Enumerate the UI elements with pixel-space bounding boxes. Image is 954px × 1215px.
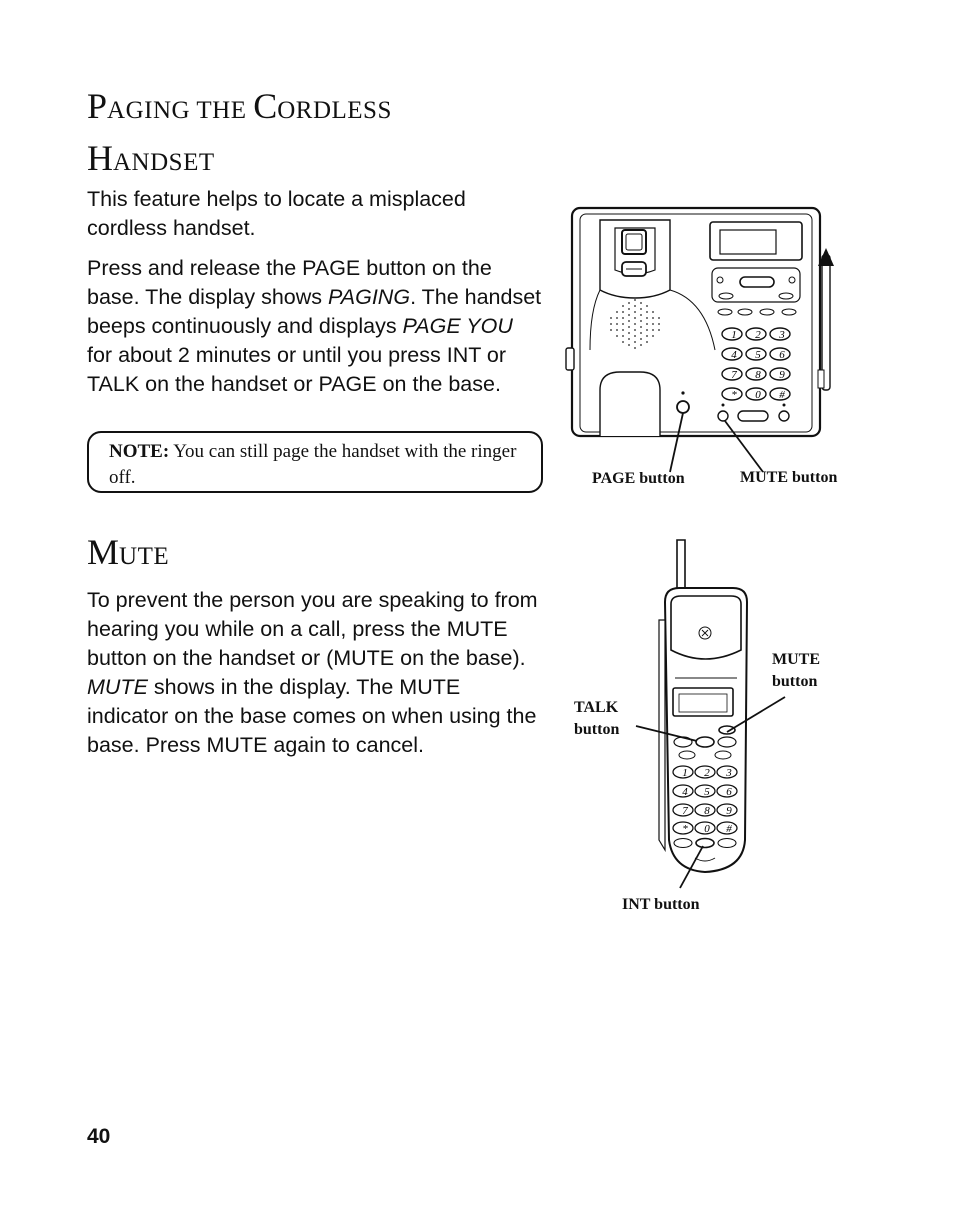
base-key-label: # xyxy=(779,389,785,401)
note-body: You can still page the handset with the ringer off. xyxy=(109,441,517,488)
text-run: Press and release the PAGE button on the base. The display shows xyxy=(87,256,492,309)
display-text-mute: MUTE xyxy=(87,675,148,699)
handset-key-label: 6 xyxy=(726,786,732,798)
callout-line-int xyxy=(680,846,703,888)
callout-base-mute: MUTE button xyxy=(740,469,838,486)
handset-key-label: 8 xyxy=(704,805,710,817)
base-key-label: 7 xyxy=(731,369,737,381)
handset-key-label: 9 xyxy=(726,805,732,817)
title-smallcaps: ANDSET xyxy=(113,149,215,176)
handset-key-label: 3 xyxy=(726,767,732,779)
text-run: To prevent the person you are speaking to from hearing you while on a call, press the MUTE button on the handset or (MUTE on the base). xyxy=(87,588,538,670)
page-number: 40 xyxy=(87,1125,111,1148)
handset-key-label: * xyxy=(682,823,688,835)
title-initial: P xyxy=(87,86,108,126)
title-smallcaps: ORDLESS xyxy=(277,97,392,124)
display-text-paging: PAGING xyxy=(328,285,411,309)
base-key-label: 0 xyxy=(755,389,761,401)
title-smallcaps: UTE xyxy=(119,543,170,570)
base-key-label: 9 xyxy=(779,369,785,381)
base-key-label: 8 xyxy=(755,369,761,381)
base-key-label: 3 xyxy=(779,329,785,341)
title-initial: C xyxy=(253,86,278,126)
handset-key-label: 5 xyxy=(704,786,710,798)
text-run: . The handset beeps continuously and displays xyxy=(87,285,542,338)
base-key-label: 6 xyxy=(779,349,785,361)
display-text-page-you: PAGE YOU xyxy=(402,314,513,338)
handset-key-label: # xyxy=(726,823,732,835)
title-initial: H xyxy=(87,138,113,178)
base-key-label: 2 xyxy=(755,329,761,341)
text-run: for about 2 minutes or until you press INT or TALK on the handset or PAGE on the base. xyxy=(87,343,507,396)
handset-key-label: 7 xyxy=(682,805,688,817)
paging-intro: This feature helps to locate a misplaced cordless handset. xyxy=(87,187,466,240)
handset-key-label: 0 xyxy=(704,823,710,835)
base-key-label: 5 xyxy=(755,349,761,361)
callout-base-page: PAGE button xyxy=(592,470,685,487)
callout-handset-mute: MUTE button xyxy=(772,651,820,690)
callout-line-handset-mute xyxy=(727,697,785,732)
note-label: NOTE: xyxy=(109,441,170,462)
title-smallcaps: AGING THE xyxy=(107,97,254,124)
base-key-label: * xyxy=(731,389,737,401)
callout-handset-talk: TALK button xyxy=(574,699,620,738)
base-key-label: 1 xyxy=(731,329,737,341)
handset-key-label: 2 xyxy=(704,767,710,779)
handset-key-label: 1 xyxy=(682,767,688,779)
callout-handset-int: INT button xyxy=(622,896,700,913)
title-initial: M xyxy=(87,532,120,572)
callout-line-talk xyxy=(636,726,697,741)
base-key-label: 4 xyxy=(731,349,737,361)
text-run: shows in the display. The MUTE indicator on the base comes on when using the base. Press MUTE again to cancel. xyxy=(87,675,537,757)
handset-key-label: 4 xyxy=(682,786,688,798)
